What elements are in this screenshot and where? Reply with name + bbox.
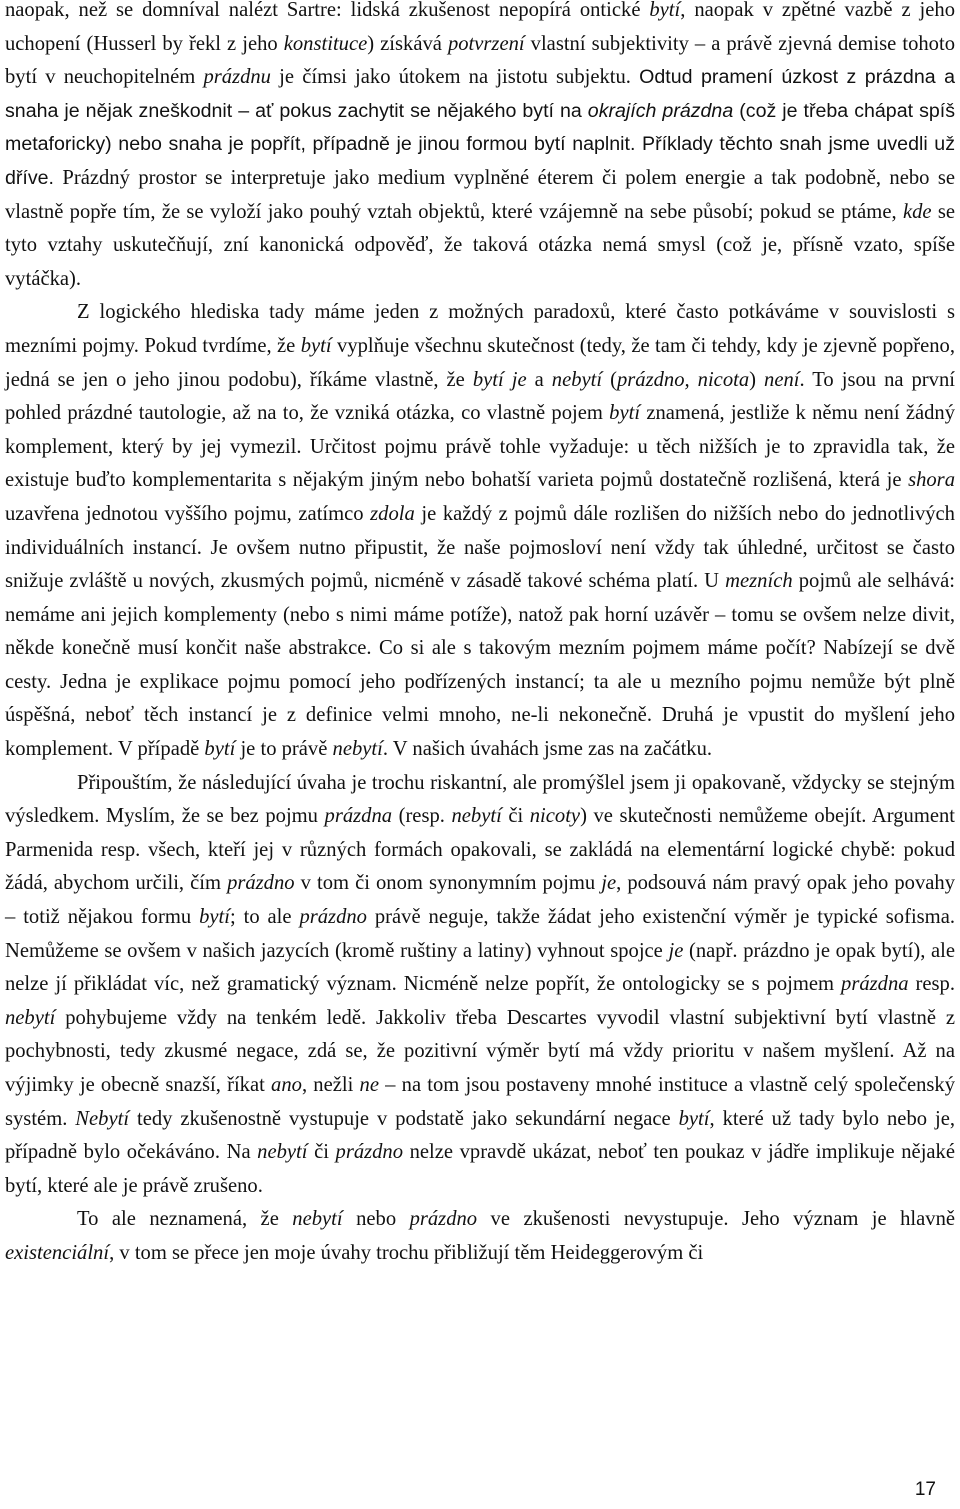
italic-text: nebytí: [257, 1141, 308, 1164]
text-run: vyplňuje všechnu skutečnost (tedy, že tam či tehdy, kdy je zjevně popřeno, jedná se jen o jeho jinou podobu), říkáme vlastně, že: [5, 334, 955, 391]
paragraph: [5, 0, 955, 296]
italic-text: není: [764, 368, 800, 391]
italic-text: bytí: [199, 906, 230, 929]
italic-text: nebytí: [551, 368, 603, 391]
paragraph: [5, 767, 955, 1204]
text-run: je každý z pojmů dále rozlišen do nižších nebo do jednotlivých individuálních instancí. Je ovšem nutno připustit, že naše pojmosloví není vždy tak úhledné, určitost se často snižuje zvláště u nových, zkusmých pojmů, nicméně v zásadě takové schéma platí. U: [5, 502, 955, 593]
text-run: naopak, než se domníval nalézt Sartre: lidská zkušenost nepopírá ontické: [5, 0, 650, 21]
italic-text: nebytí: [5, 1006, 56, 1029]
text-run: pojmů ale selhává: nemáme ani jejich komplementy (nebo s nimi máme potíže), natož pak horní uzávěr – tomu se ovšem nelze divit, někde konečně musí končit naše abstrakce. Co si ale s takovým mezním pojmem máme počít? Nabízejí se dvě cesty. Jedna je explikace pojmu pomocí jeho podřízených instancí; ta ale u mezního pojmu nemůže být plně úspěšná, neboť těch instancí je z definice velmi mnoho, ne-li nekonečně. Druhá je vpustit do myšlení jeho komplement. V případě: [5, 570, 955, 761]
body-text: [5, 0, 955, 1271]
italic-text: shora: [908, 469, 955, 492]
text-run: Prázdný prostor se interpretuje jako medium vyplněné éterem či polem energie a tak podobně, nebo se vlastně popře tím, že se vyloží jako pouhý vztah objektů, které vzájemně na sebe působí; pokud se ptáme,: [5, 166, 955, 223]
italic-text: bytí: [300, 334, 332, 357]
italic-text: nebytí: [292, 1208, 343, 1231]
text-run: nelze vpravdě ukázat, neboť ten poukaz v jádře implikuje nějaké bytí, které ale je právě zrušeno.: [5, 1141, 955, 1197]
text-run: uzavřena jednotou vyššího pojmu, zatímco: [5, 502, 371, 525]
text-run: ) ve skutečnosti nemůžeme obejít. Argument Parmenida resp. všech, kteří jej v různých formách opakovali, se zakládá na elementární logické chybě: pokud žádá, abychom určili, čím: [5, 805, 955, 895]
text-run: (např. prázdno je opak bytí), ale nelze jí přikládat víc, než gramatický význam. Nicméně nelze popřít, že ontologicky se s pojmem: [5, 939, 955, 996]
italic-text: je: [668, 939, 684, 962]
italic-text: mezních: [725, 570, 793, 593]
text-run: je čímsi jako útokem na jistotu subjektu.: [270, 66, 640, 89]
text-run: a: [526, 368, 552, 391]
text-run: je to právě: [235, 738, 333, 761]
text-run: Připouštím, že následující úvaha je trochu riskantní, ale promýšlel jsem ji opakovaně, vždycky se stejným výsledkem. Myslím, že se bez pojmu: [5, 771, 955, 828]
italic-text: kde: [902, 200, 932, 223]
italic-text: prázdnu: [203, 66, 271, 89]
italic-text: bytí: [204, 738, 236, 761]
text-run: , které už tady bylo nebo je, případně bylo očekáváno. Na: [5, 1107, 955, 1164]
text-run: (resp.: [392, 805, 452, 828]
paragraph: [5, 1203, 955, 1270]
text-run: (: [602, 368, 617, 391]
italic-text: bytí: [609, 402, 641, 425]
text-run: v tom či onom synonymním pojmu: [294, 872, 602, 895]
text-run: právě neguje, takže žádat jeho existenční výměr je typické sofisma. Nemůžeme se ovšem v našich jazycích (kromě ruštiny a latiny) vyhnout spojce: [5, 906, 955, 962]
text-run: pohybujeme vždy na tenkém ledě. Jakkoliv třeba Descartes vyvodil vlastní subjektivní bytí vlastně z pochybnosti, tedy zkusmé negace, zdá se, že pozitivní výměr bytí má vždy prioritu v našem myšlení. Až na výjimky je obecně snazší, říkat: [5, 1006, 955, 1096]
text-run: ) získává: [367, 32, 448, 55]
italic-text: zdola: [370, 502, 415, 525]
text-run: To ale neznamená, že: [77, 1208, 293, 1231]
text-run: vlastní subjektivity – a právě zjevná demise tohoto bytí v neuchopitelném: [5, 32, 955, 89]
text-run: , podsouvá nám pravý opak jeho povahy – totiž nějakou formu: [5, 872, 955, 929]
text-run: či: [307, 1141, 336, 1164]
italic-text: prázdno, nicota: [616, 368, 750, 391]
italic-text: bytí: [678, 1107, 710, 1130]
italic-text: okrajích prázdna: [587, 99, 734, 122]
text-run: ve zkušenosti nevystupuje. Jeho význam je hlavně: [477, 1208, 956, 1231]
text-run: ; to ale: [229, 906, 300, 929]
italic-text: bytí je: [472, 368, 527, 391]
italic-text: prázdna: [324, 805, 393, 828]
italic-text: ano: [271, 1074, 302, 1096]
text-run: Z logického hlediska tady máme jeden z možných paradoxů, které často potkáváme v souvislosti s mezními pojmy. Pokud tvrdíme, že: [5, 301, 955, 357]
text-run: tedy zkušenostně vystupuje v podstatě jako sekundární negace: [129, 1107, 679, 1130]
italic-text: nebytí: [451, 805, 502, 828]
italic-text: prázdno: [409, 1208, 478, 1231]
text-run: Odtud pramení úzkost z prázdna a snaha je nějak zneškodnit – ať pokus zachytit se nějakého bytí na: [5, 66, 956, 122]
text-run: , naopak v zpětné vazbě z jeho uchopení (Husserl by řekl z jeho: [5, 0, 955, 55]
paragraph: [5, 296, 955, 766]
italic-text: bytí: [649, 0, 681, 21]
page-number: 17: [914, 1479, 936, 1500]
italic-text: je: [601, 872, 617, 895]
italic-text: konstituce: [283, 32, 368, 55]
text-run: . V našich úvahách jsme zas na začátku.: [382, 738, 713, 761]
text-run: znamená, jestliže k němu není žádný komplement, který by jej vymezil. Určitost pojmu právě tohle vyžaduje: u těch nižších je to zpravidla tak, že existuje buďto komplementarita s nějakým jiným nebo bohatší varieta pojmů dostatečně rozlišená, která je: [5, 402, 955, 492]
italic-text: existenciální: [5, 1241, 110, 1264]
text-run: se tyto vztahy uskutečňují, zní kanonická odpověď, že taková otázka nemá smysl (což je, přísně vzato, spíše vytáčka).: [5, 200, 955, 290]
text-run: resp.: [908, 973, 955, 996]
italic-text: Nebytí: [75, 1107, 130, 1130]
italic-text: potvrzení: [447, 32, 525, 55]
italic-text: ne: [359, 1074, 379, 1096]
text-run: ): [749, 368, 765, 391]
text-run: či: [501, 805, 530, 828]
italic-text: prázdno: [335, 1141, 404, 1164]
italic-text: prázdno: [299, 906, 367, 929]
italic-text: nicoty: [529, 805, 581, 828]
text-run: , v tom se přece jen moje úvahy trochu přibližují těm Heideggerovým či: [109, 1241, 704, 1264]
text-run: – na tom jsou postaveny mnohé instituce a vlastně celý společenský systém.: [5, 1074, 956, 1130]
text-run: . To jsou na první pohled prázdné tautologie, až na to, že vzniká otázka, co vlastně pojem: [5, 368, 955, 425]
italic-text: prázdna: [841, 973, 909, 996]
text-run: , nežli: [301, 1074, 360, 1096]
text-run: (což je třeba chápat spíš metaforicky) nebo snaha je popřít, případně je jinou formou bytí naplnit. Příklady těchto snah jsme uvedli už dříve.: [5, 99, 955, 189]
italic-text: prázdno: [227, 872, 295, 895]
italic-text: nebytí: [332, 738, 383, 761]
text-run: nebo: [342, 1208, 410, 1231]
